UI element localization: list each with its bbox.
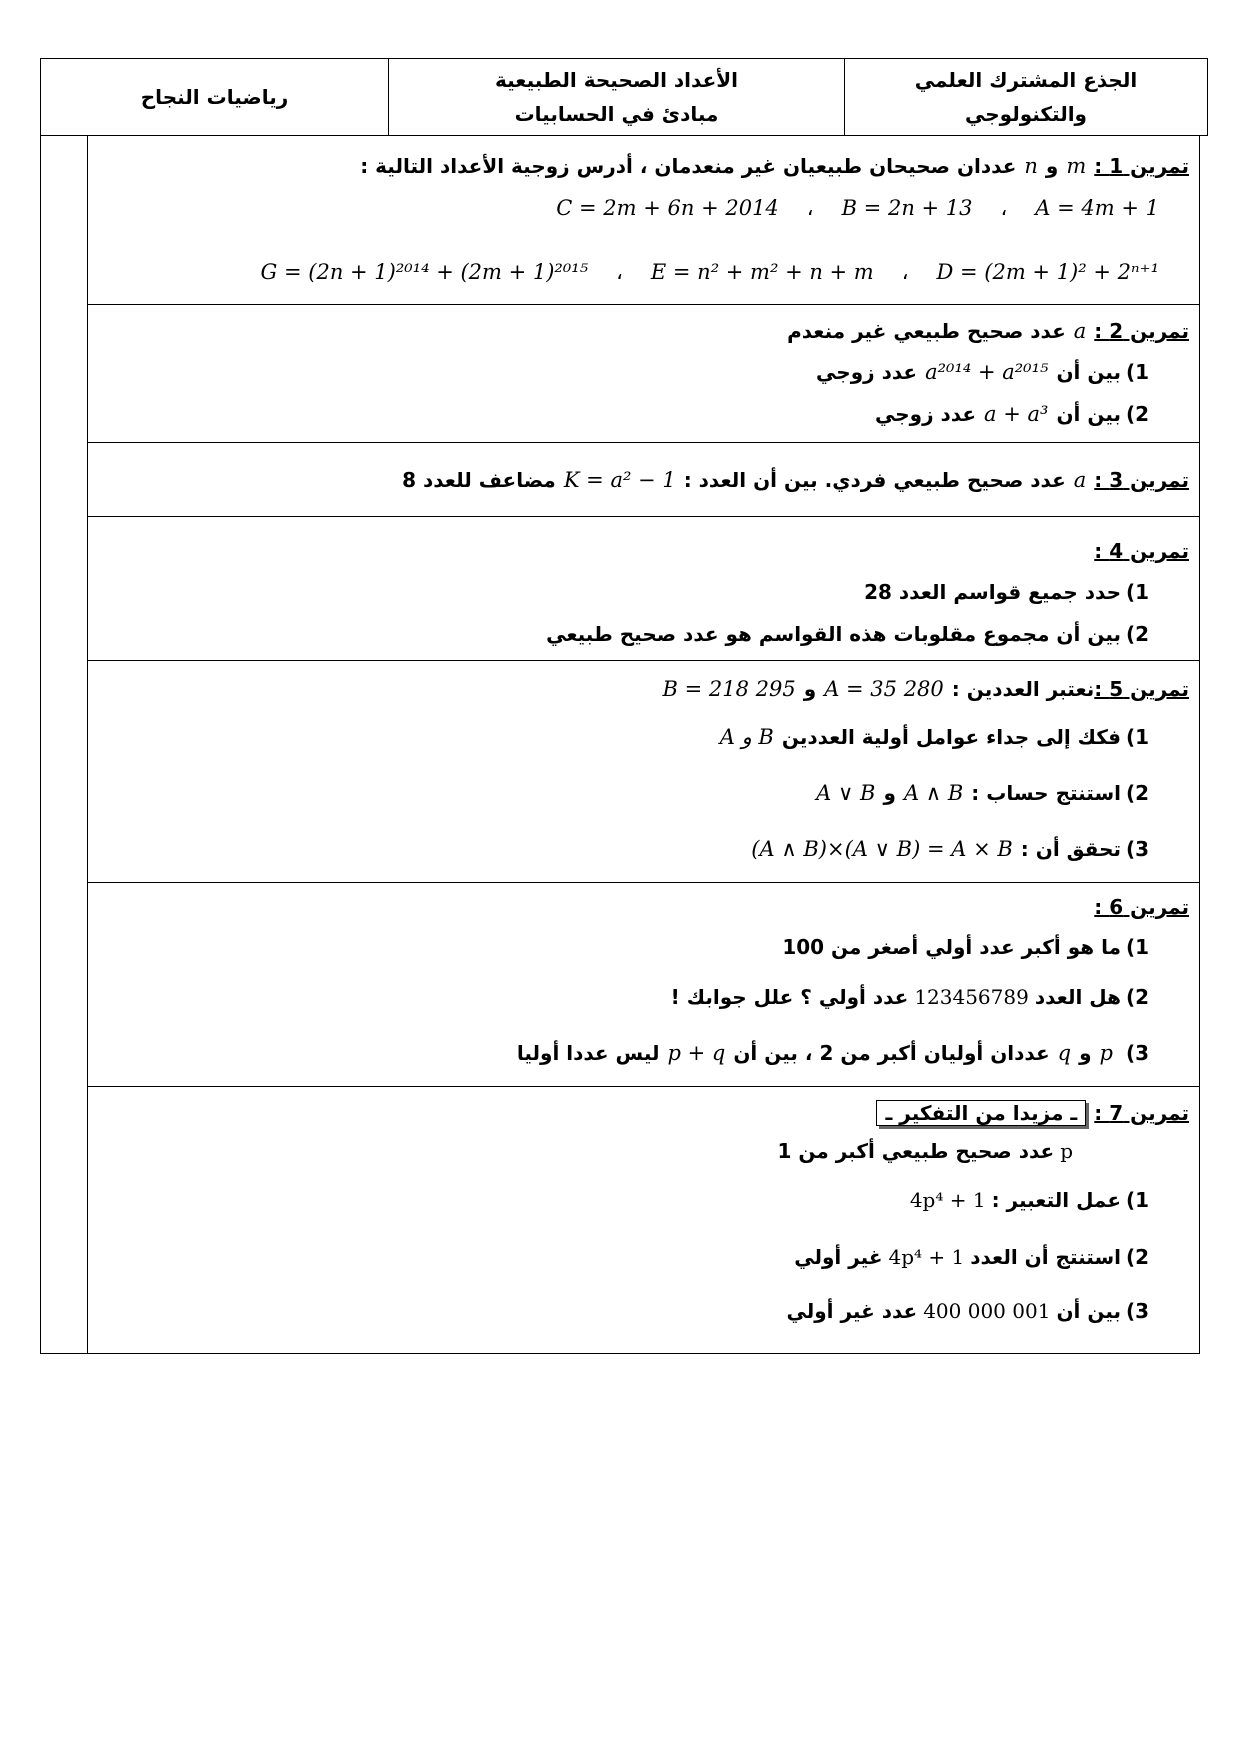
q-text: استنتج حساب : bbox=[971, 781, 1121, 805]
exercise-7-q2 bbox=[102, 1229, 1189, 1285]
q-number-value: 400 000 001 bbox=[923, 1299, 1051, 1323]
q-text: حدد جميع قواسم العدد 28 bbox=[864, 580, 1121, 604]
q-expr: 4p⁴ + 1 bbox=[909, 1188, 986, 1212]
exercise-1-row2 bbox=[102, 244, 1189, 300]
header-topic-line2: مبادئ في الحسابيات bbox=[514, 102, 719, 126]
exercise-2 bbox=[88, 305, 1199, 443]
sep: ، bbox=[806, 196, 814, 220]
exercise-7-intro-text: عدد صحيح طبيعي أكبر من 1 bbox=[777, 1139, 1055, 1163]
q-text: ما هو أكبر عدد أولي أصغر من 100 bbox=[782, 935, 1121, 959]
exercise-1-title: تمرين 1 : bbox=[1094, 154, 1189, 178]
exercise-5-q2 bbox=[102, 765, 1189, 821]
header-topic bbox=[389, 59, 845, 136]
and-word: و bbox=[883, 781, 896, 805]
exercise-5-statement bbox=[102, 669, 1189, 709]
expr-D: D = (2m + 1)² + 2ⁿ⁺¹ bbox=[936, 260, 1159, 284]
q-text: استنتج أن العدد bbox=[970, 1245, 1121, 1269]
q-text: فكك إلى جداء عوامل أولية العددين bbox=[781, 725, 1121, 749]
q-number: 1) bbox=[1125, 935, 1149, 959]
var-q: q bbox=[1057, 1041, 1072, 1065]
exercise-2-q1 bbox=[102, 351, 1189, 393]
and-word: و bbox=[803, 677, 817, 701]
exercise-1-statement bbox=[102, 136, 1189, 196]
exercise-7-title: تمرين 7 : bbox=[1094, 1101, 1189, 1125]
exercise-3-text: عدد صحيح طبيعي فردي. بين أن العدد : bbox=[683, 468, 1066, 492]
q-expr: 4p⁴ + 1 bbox=[888, 1245, 965, 1269]
q-text: عدد غير أولي bbox=[786, 1299, 918, 1323]
header-level-line1: الجذع المشترك العلمي bbox=[914, 68, 1138, 92]
q-text: بين أن bbox=[1056, 360, 1121, 384]
exercise-1-row1 bbox=[102, 196, 1189, 244]
exercise-2-title: تمرين 2 : bbox=[1094, 319, 1189, 343]
and-word: و bbox=[1079, 1041, 1092, 1065]
q-text: تحقق أن : bbox=[1020, 837, 1121, 861]
var-p: p bbox=[1060, 1139, 1073, 1163]
exercise-6-statement bbox=[102, 889, 1189, 925]
q-number: 3) bbox=[1125, 837, 1149, 861]
exercise-3-text: مضاعف للعدد 8 bbox=[402, 468, 556, 492]
var-n: n bbox=[1024, 154, 1038, 178]
exercise-6 bbox=[88, 883, 1199, 1087]
exercise-6-title: تمرين 6 : bbox=[1094, 895, 1189, 919]
var-a: a bbox=[1073, 319, 1087, 343]
var-p: p bbox=[1099, 1041, 1113, 1065]
and-word: و bbox=[1045, 154, 1059, 178]
exercise-4-title: تمرين 4 : bbox=[1094, 539, 1189, 563]
q-text: عدد أولي ؟ علل جوابك ! bbox=[670, 985, 909, 1009]
worksheet bbox=[40, 58, 1200, 1354]
exercise-1-text: عددان صحيحان طبيعيان غير منعدمان ، أدرس زوجية الأعداد التالية : bbox=[360, 154, 1017, 178]
q-number: 1) bbox=[1125, 725, 1149, 749]
q-number: 1) bbox=[1125, 580, 1149, 604]
exercise-5-intro: نعتبر العددين : bbox=[951, 677, 1095, 701]
exercise-7-q3 bbox=[102, 1285, 1189, 1337]
q-expr: a + a³ bbox=[984, 402, 1049, 426]
q-text: بين أن bbox=[1056, 1299, 1121, 1323]
exercise-7 bbox=[88, 1087, 1199, 1353]
expr-A: A = 4m + 1 bbox=[1035, 196, 1159, 220]
q-expr: (A ∧ B)×(A ∨ B) = A × B bbox=[751, 837, 1013, 861]
exercise-5 bbox=[88, 661, 1199, 883]
exercise-3-title: تمرين 3 : bbox=[1094, 468, 1189, 492]
q-text: عددان أوليان أكبر من 2 ، بين أن bbox=[733, 1041, 1050, 1065]
exercise-2-statement bbox=[102, 311, 1189, 351]
q-number: 2) bbox=[1125, 622, 1149, 646]
exercise-4 bbox=[88, 517, 1199, 661]
sep: ، bbox=[1000, 196, 1008, 220]
exercises-body bbox=[40, 136, 1200, 1354]
exercise-4-q2 bbox=[102, 613, 1189, 655]
expr-B: B = 2n + 13 bbox=[841, 196, 973, 220]
q-number: 1) bbox=[1125, 360, 1149, 384]
exercise-7-intro bbox=[102, 1131, 1189, 1171]
header-table bbox=[40, 58, 1208, 136]
exercise-5-q3 bbox=[102, 821, 1189, 877]
expr-A: A = 35 280 bbox=[824, 677, 944, 701]
q-text: ليس عددا أوليا bbox=[516, 1041, 660, 1065]
exercise-7-statement bbox=[102, 1095, 1189, 1131]
left-margin-column bbox=[41, 136, 88, 1353]
sep: ، bbox=[616, 260, 623, 284]
var-m: m bbox=[1066, 154, 1087, 178]
expr-K: K = a² − 1 bbox=[563, 468, 676, 492]
exercise-3 bbox=[88, 443, 1199, 517]
q-expr: A ∧ B bbox=[903, 781, 964, 805]
q-text: هل العدد bbox=[1034, 985, 1121, 1009]
expr-B: B = 218 295 bbox=[662, 677, 796, 701]
exercise-3-statement bbox=[102, 443, 1189, 517]
q-number-value: 123456789 bbox=[914, 985, 1029, 1009]
exercise-2-q2 bbox=[102, 393, 1189, 435]
q-text: بين أن bbox=[1056, 402, 1121, 426]
q-expr: a²⁰¹⁴ + a²⁰¹⁵ bbox=[925, 360, 1049, 384]
header-level-line2: والتكنولوجي bbox=[965, 102, 1087, 126]
exercise-6-q1 bbox=[102, 925, 1189, 969]
sep: ، bbox=[901, 260, 909, 284]
exercise-7-q1 bbox=[102, 1171, 1189, 1229]
q-text: عدد زوجي bbox=[816, 360, 918, 384]
q-number: 2) bbox=[1125, 985, 1149, 1009]
exercise-2-intro: عدد صحيح طبيعي غير منعدم bbox=[787, 319, 1066, 343]
q-text: بين أن مجموع مقلوبات هذه القواسم هو عدد صحيح طبيعي bbox=[546, 622, 1121, 646]
q-number: 1) bbox=[1125, 1188, 1149, 1212]
exercise-1 bbox=[88, 136, 1199, 305]
exercise-6-q2 bbox=[102, 969, 1189, 1025]
q-text: عدد زوجي bbox=[874, 402, 977, 426]
q-number: 2) bbox=[1125, 402, 1149, 426]
header-topic-line1: الأعداد الصحيحة الطبيعية bbox=[495, 68, 738, 92]
header-level bbox=[845, 59, 1208, 136]
header-source: رياضيات النجاح bbox=[41, 59, 389, 136]
expr-C: C = 2m + 6n + 2014 bbox=[556, 196, 779, 220]
q-expr: A ∨ B bbox=[816, 781, 876, 805]
exercise-5-title: تمرين 5 : bbox=[1094, 677, 1189, 701]
q-text: غير أولي bbox=[794, 1245, 883, 1269]
expr-E: E = n² + m² + n + m bbox=[650, 260, 874, 284]
q-expr: A و B bbox=[719, 725, 774, 749]
q-number: 3) bbox=[1125, 1299, 1149, 1323]
q-number: 2) bbox=[1125, 1245, 1149, 1269]
exercise-4-statement bbox=[102, 531, 1189, 571]
exercise-4-q1 bbox=[102, 571, 1189, 613]
exercise-6-q3 bbox=[102, 1025, 1189, 1081]
q-text: عمل التعبير : bbox=[991, 1188, 1121, 1212]
think-more-box: ـ مزيدا من التفكير ـ bbox=[876, 1100, 1086, 1126]
var-a: a bbox=[1073, 468, 1087, 492]
q-number: 2) bbox=[1125, 781, 1149, 805]
expr-G: G = (2n + 1)²⁰¹⁴ + (2m + 1)²⁰¹⁵ bbox=[260, 260, 589, 284]
q-expr: p + q bbox=[667, 1041, 726, 1065]
q-number: 3) bbox=[1125, 1041, 1149, 1065]
exercise-5-q1 bbox=[102, 709, 1189, 765]
